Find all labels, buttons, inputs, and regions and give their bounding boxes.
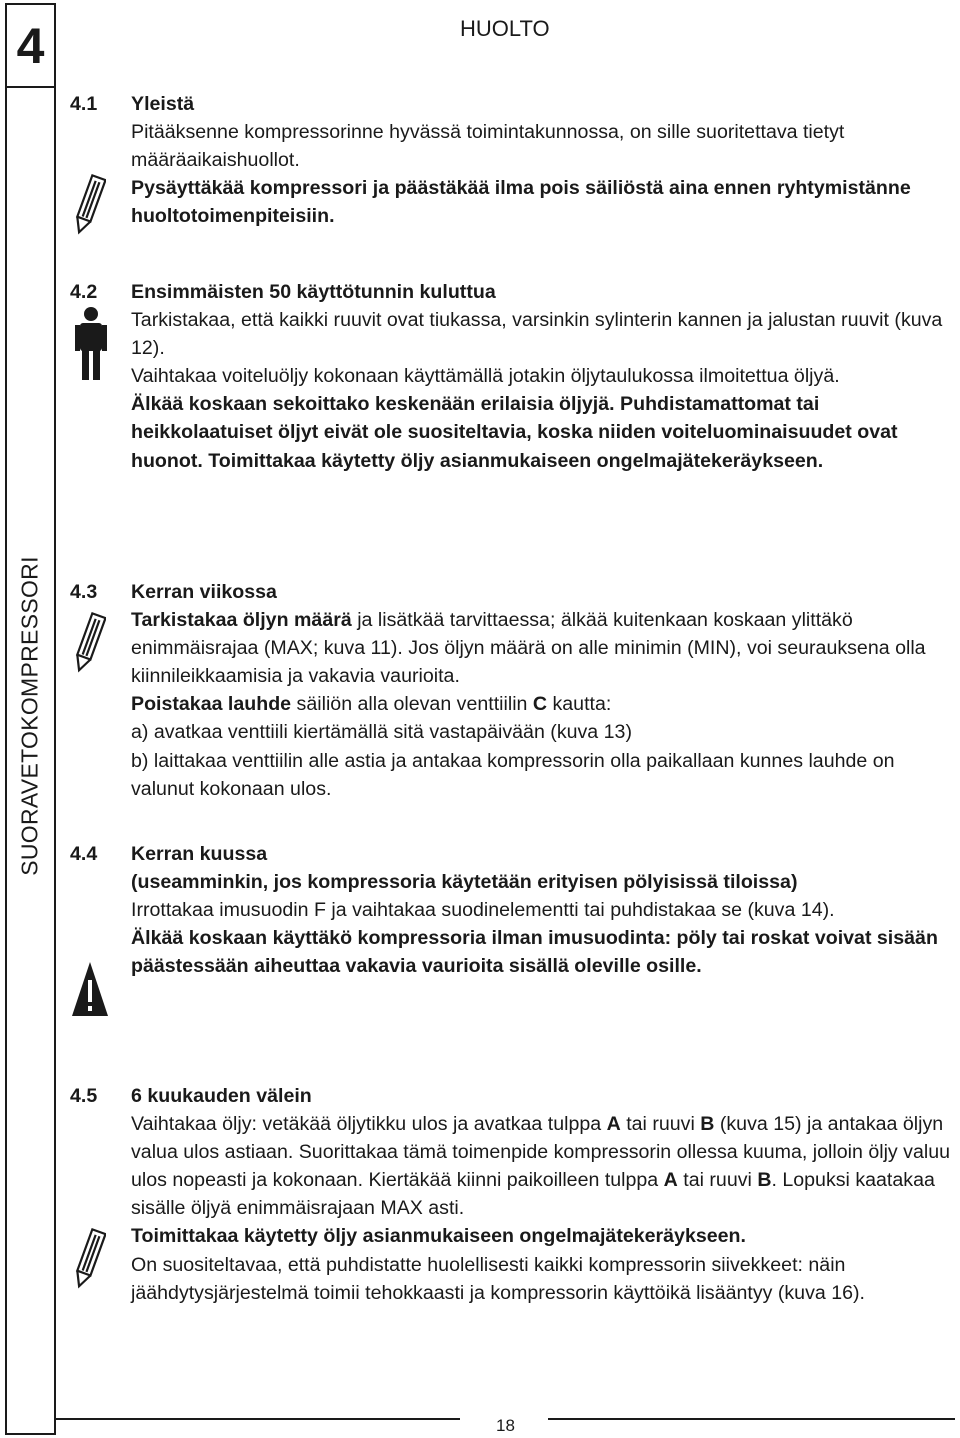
paragraph: Vaihtakaa voiteluöljy kokonaan käyttämällä jotakin öljytaulukossa ilmoitettua öljyä. (131, 365, 840, 388)
section-number: 4.3 (70, 581, 98, 603)
paragraph (131, 1110, 955, 1222)
section-title: Kerran viikossa (131, 581, 277, 603)
footer-rule (56, 1418, 460, 1420)
part-letter: A (606, 1113, 621, 1136)
paragraph (131, 606, 955, 690)
part-letter: B (700, 1113, 715, 1136)
section-4-4 (70, 840, 955, 980)
section-4-3 (70, 578, 955, 803)
page-number: 18 (496, 1416, 515, 1435)
person-icon (74, 306, 108, 382)
text: kautta: (547, 693, 612, 716)
paragraph: a) avatkaa venttiili kiertämällä sitä vastapäivään (kuva 13) (131, 721, 632, 744)
section-title: 6 kuukauden välein (131, 1085, 312, 1107)
part-letter: A (663, 1169, 678, 1192)
part-letter: B (757, 1169, 772, 1192)
chapter-number: 4 (5, 3, 56, 88)
paragraph-bold: Älkää koskaan sekoittako keskenään erilaisia öljyjä. Puhdistamattomat tai heikkolaatuiset öljyt eivät ole suositeltavia, koska niiden voiteluominaisuudet ovat huonot. Toimittakaa käytetty öljy asianmukaiseen ongelmajätekeräykseen. (131, 393, 898, 472)
paragraph: Tarkistakaa, että kaikki ruuvit ovat tiukassa, varsinkin sylinterin kannen ja jalustan ruuvit (kuva 12). (131, 309, 943, 360)
text: Vaihtakaa öljy: vetäkää öljytikku ulos ja avatkaa tulppa (131, 1113, 607, 1136)
footer-rule (548, 1418, 955, 1420)
pencil-icon (72, 1226, 106, 1292)
chapter-title: HUOLTO (460, 16, 550, 41)
section-4-5 (70, 1082, 955, 1307)
paragraph: Irrottakaa imusuodin F ja vaihtakaa suodinelementti tai puhdistakaa se (kuva 14). (131, 899, 835, 922)
text: . Lopuksi kaatakaa sisälle öljyä enimmäisrajaan MAX asti. (131, 1169, 935, 1220)
text: ja lisätkää tarvittaessa; älkää kuitenkaan koskaan ylittäkö enimmäisrajaa (MAX; kuva 11). Jos öljyn määrä on alle minimin (MIN), voi seurauksena olla kiinnileikkaamisia ja vakavia vaurioita. (131, 609, 926, 688)
emphasis: Tarkistakaa öljyn määrä (131, 609, 352, 632)
pencil-icon (72, 172, 106, 238)
section-number: 4.1 (70, 93, 98, 115)
section-4-2 (70, 278, 955, 475)
section-title: Kerran kuussa (131, 843, 268, 865)
warning-icon (70, 960, 110, 1018)
paragraph: On suositeltavaa, että puhdistatte huolellisesti kaikki kompressorin siivekkeet: näin jäähdytysjärjestelmä toimii tehokkaasti ja kompressorin käyttöikä lisääntyy (kuva 16). (131, 1253, 865, 1304)
text: tai ruuvi (677, 1169, 758, 1192)
text: (kuva 15) ja antakaa öljyn valua ulos astiaan. Suorittakaa tämä toimenpide kompressorin ollessa kuuma, jolloin öljy valuu ulos nopeasti ja kokonaan. Kiertäkää kiinni paikoilleen tulppa (131, 1113, 951, 1192)
section-number: 4.2 (70, 281, 98, 303)
paragraph-bold: Toimittakaa käytetty öljy asianmukaiseen ongelmajätekeräykseen. (131, 1225, 746, 1248)
section-4-1 (70, 90, 955, 230)
section-title: Ensimmäisten 50 käyttötunnin kuluttua (131, 281, 496, 303)
text: tai ruuvi (620, 1113, 701, 1136)
emphasis: Poistakaa lauhde (131, 693, 292, 716)
paragraph-bold: Pysäyttäkää kompressori ja päästäkää ilma pois säiliöstä aina ennen ryhtymistänne huoltotoimenpiteisiin. (131, 177, 911, 228)
section-subtitle: (useamminkin, jos kompressoria käytetään erityisen pölyisissä tiloissa) (131, 871, 798, 894)
side-label: SUORAVETOKOMPRESSORI (16, 556, 43, 876)
section-number: 4.4 (70, 843, 98, 865)
paragraph-bold: Älkää koskaan käyttäkö kompressoria ilman imusuodinta: pöly tai roskat voivat sisään päästessään aiheuttaa vakavia vaurioita sisällä oleville osille. (131, 927, 938, 978)
pencil-icon (72, 610, 106, 676)
section-title: Yleistä (131, 93, 195, 115)
paragraph: Pitääksenne kompressorinne hyvässä toimintakunnossa, on sille suoritettava tietyt määräaikaishuollot. (131, 121, 845, 172)
paragraph: b) laittakaa venttiilin alle astia ja antakaa kompressorin olla paikallaan kunnes lauhde on valunut kokonaan ulos. (131, 749, 895, 800)
text: säiliön alla olevan venttiilin (291, 693, 533, 716)
section-number: 4.5 (70, 1085, 98, 1107)
part-letter: C (532, 693, 548, 716)
paragraph (131, 690, 955, 718)
